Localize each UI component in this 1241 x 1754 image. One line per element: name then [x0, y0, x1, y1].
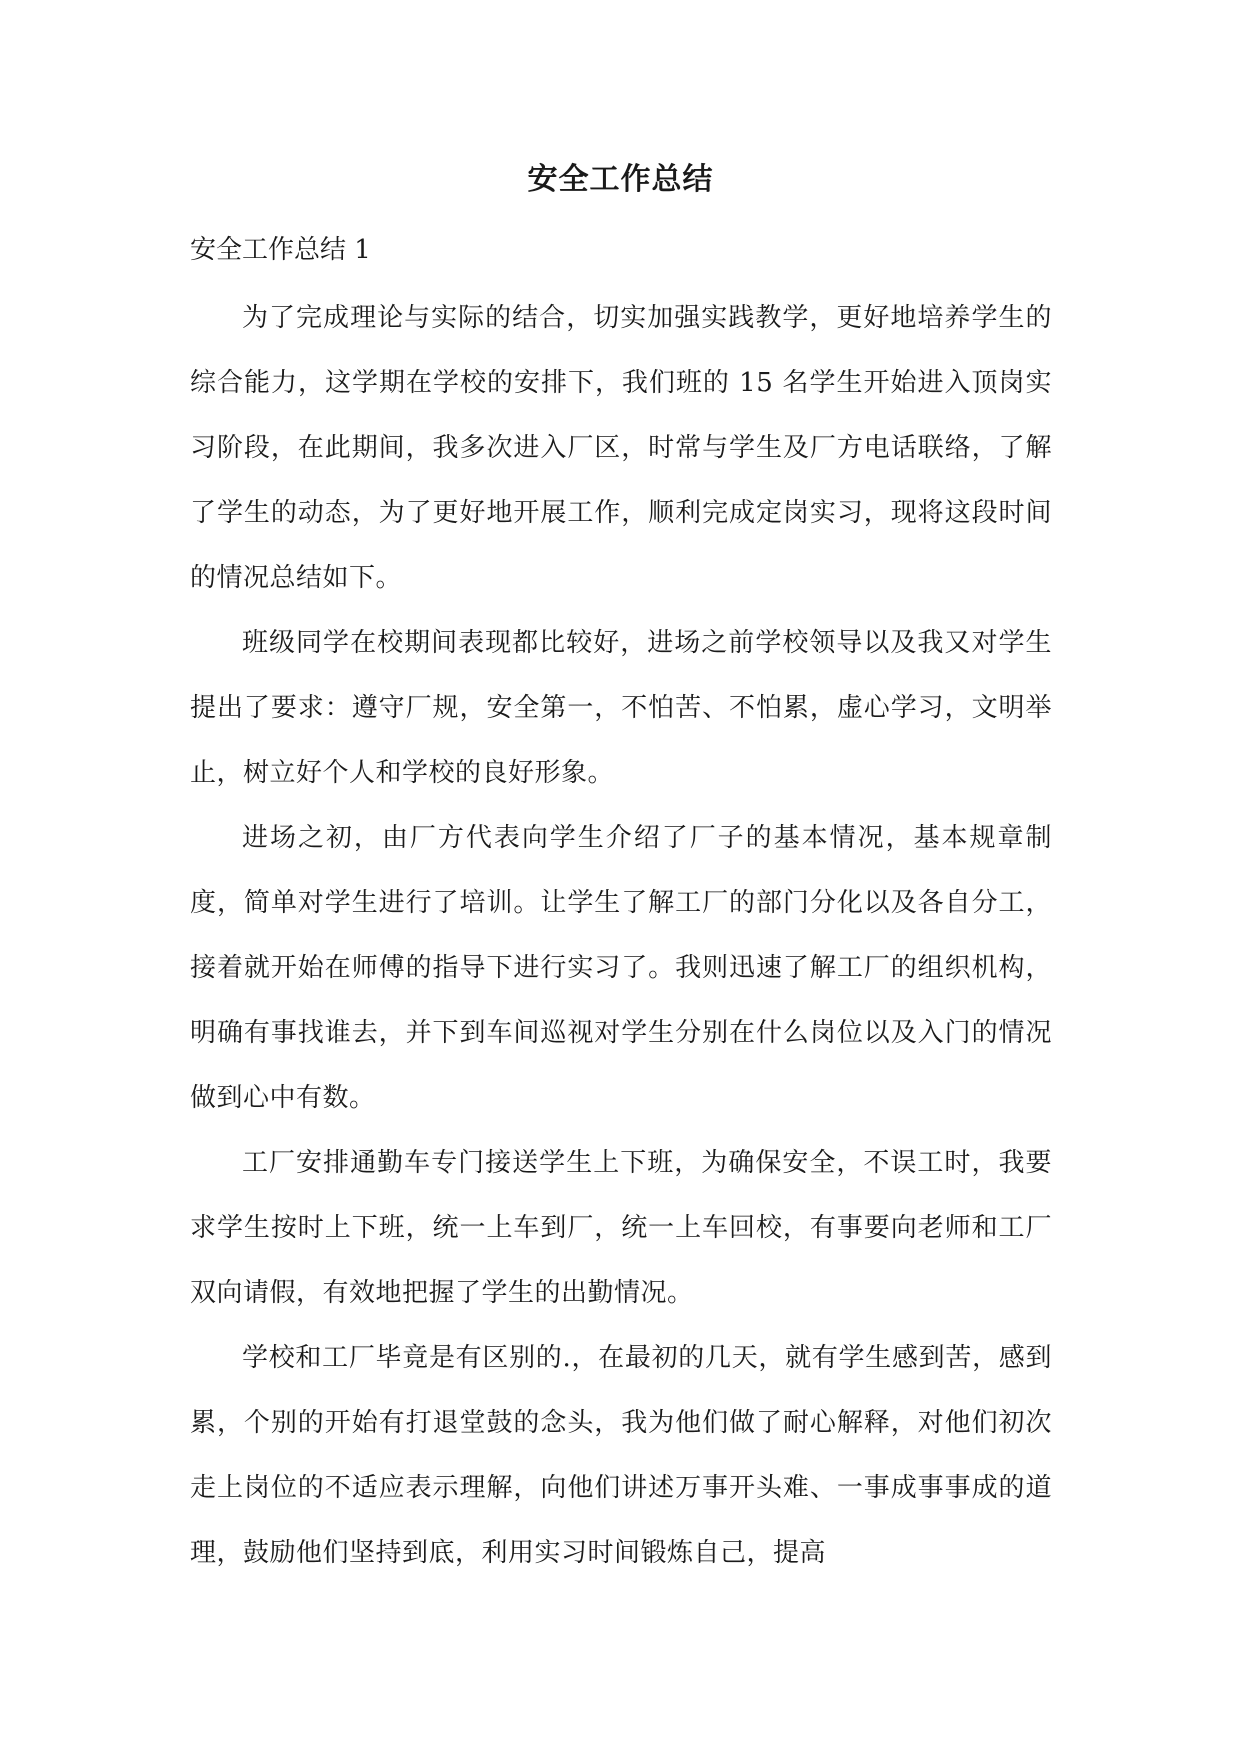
- paragraph: 为了完成理论与实际的结合，切实加强实践教学，更好地培养学生的综合能力，这学期在学校的安排下，我们班的 15 名学生开始进入顶岗实习阶段，在此期间，我多次进入厂区，时常与学生及厂方电话联络，了解了学生的动态，为了更好地开展工作，顺利完成定岗实习，现将这段时间的情况总结如下。: [190, 303, 1052, 593]
- paragraph: 工厂安排通勤车专门接送学生上下班，为确保安全，不误工时，我要求学生按时上下班，统一上车到厂，统一上车回校，有事要向老师和工厂双向请假，有效地把握了学生的出勤情况。: [190, 1148, 1052, 1308]
- paragraph: 学校和工厂毕竟是有区别的.，在最初的几天，就有学生感到苦，感到累，个别的开始有打退堂鼓的念头，我为他们做了耐心解释，对他们初次走上岗位的不适应表示理解，向他们讲述万事开头难、一事成事事成的道理，鼓励他们坚持到底，利用实习时间锻炼自己，提高: [190, 1343, 1052, 1568]
- paragraph: 进场之初，由厂方代表向学生介绍了厂子的基本情况，基本规章制度，简单对学生进行了培训。让学生了解工厂的部门分化以及各自分工，接着就开始在师傅的指导下进行实习了。我则迅速了解工厂的组织机构，明确有事找谁去，并下到车间巡视对学生分别在什么岗位以及入门的情况做到心中有数。: [190, 823, 1052, 1113]
- document-body: [190, 286, 1052, 1586]
- document-title: 安全工作总结: [527, 162, 714, 197]
- section-heading: 安全工作总结 1: [190, 235, 371, 265]
- paragraph: 班级同学在校期间表现都比较好，进场之前学校领导以及我又对学生提出了要求：遵守厂规，安全第一，不怕苦、不怕累，虚心学习，文明举止，树立好个人和学校的良好形象。: [190, 628, 1052, 788]
